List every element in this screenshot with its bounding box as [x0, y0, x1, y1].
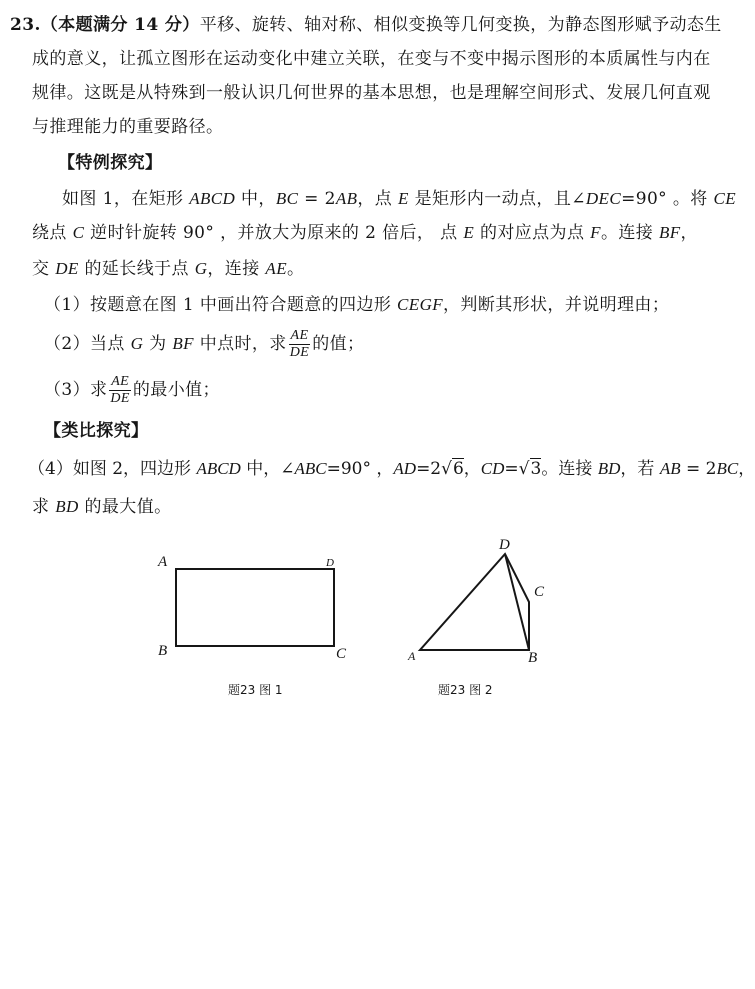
figure-2-caption: 题23 图 2 [438, 683, 493, 697]
problem-intro-line-1: 23.（本题满分 14 分）平移、旋转、轴对称、相似变换等几何变换，为静态图形赋予动态生 [10, 15, 722, 35]
figure-1-label-d: D [326, 557, 334, 569]
question-3: （3）求 $\frac{AE}{DE}$ 的最小值； [44, 374, 220, 406]
figure-1-label-a: A [158, 554, 168, 570]
section-heading-analogy: 【类比探究】 [44, 421, 149, 441]
fraction-ae-de: $\frac{AE}{DE}$ [289, 328, 310, 360]
figure-2-label-b: B [528, 650, 538, 666]
problem-intro-line-4: 与推理能力的重要路径。 [32, 117, 224, 137]
figure-2 [407, 537, 545, 697]
figure-2-label-d: D [499, 537, 510, 553]
section-heading-special: 【特例探究】 [58, 153, 163, 173]
section1-paragraph-line-1: 如图 1，在矩形 ABCD 中，BC = 2AB，点 E 是矩形内一动点，且∠DEC=90° 。将 CE [62, 189, 736, 209]
question-4-continued: 求 BD 的最大值。 [32, 497, 172, 517]
figure-1-label-b: B [158, 643, 168, 659]
figure-2-label-a: A [408, 649, 416, 663]
section1-paragraph-line-3: 交 DE 的延长线于点 G，连接 AE。 [32, 259, 305, 279]
problem-score: （本题满分 14 分） [40, 15, 200, 35]
figure-2-diagonal-bd [505, 554, 529, 650]
figure-1-caption: 题23 图 1 [228, 683, 283, 697]
problem-intro-line-2: 成的意义，让孤立图形在运动变化中建立关联，在变与不变中揭示图形的本质属性与内在 [32, 49, 711, 69]
question-4: （4）如图 2，四边形 ABCD 中，∠ABC=90° ，AD=2√6，CD=√3。连接 BD，若 AB = 2BC， [28, 459, 755, 479]
question-1: （1）按题意在图 1 中画出符合题意的四边形 CEGF，判断其形状，并说明理由； [44, 295, 670, 315]
figure-2-quadrilateral [420, 554, 529, 650]
question-2: （2）当点 G 为 BF 中点时，求 $\frac{AE}{DE}$ 的值； [44, 328, 365, 360]
figure-1-label-c: C [336, 646, 347, 662]
figure-2-label-c: C [534, 584, 545, 600]
section1-paragraph-line-2: 绕点 C 逆时针旋转 90° ，并放大为原来的 2 倍后， 点 E 的对应点为点 F。连接 BF， [32, 223, 698, 243]
problem-number: 23. [10, 15, 41, 35]
figure-1 [157, 554, 347, 697]
fraction-ae-de: $\frac{AE}{DE}$ [110, 374, 130, 406]
figure-1-rectangle [176, 569, 334, 646]
problem-intro-line-3: 规律。这既是从特殊到一般认识几何世界的基本思想，也是理解空间形式、发展几何直观 [32, 83, 711, 103]
